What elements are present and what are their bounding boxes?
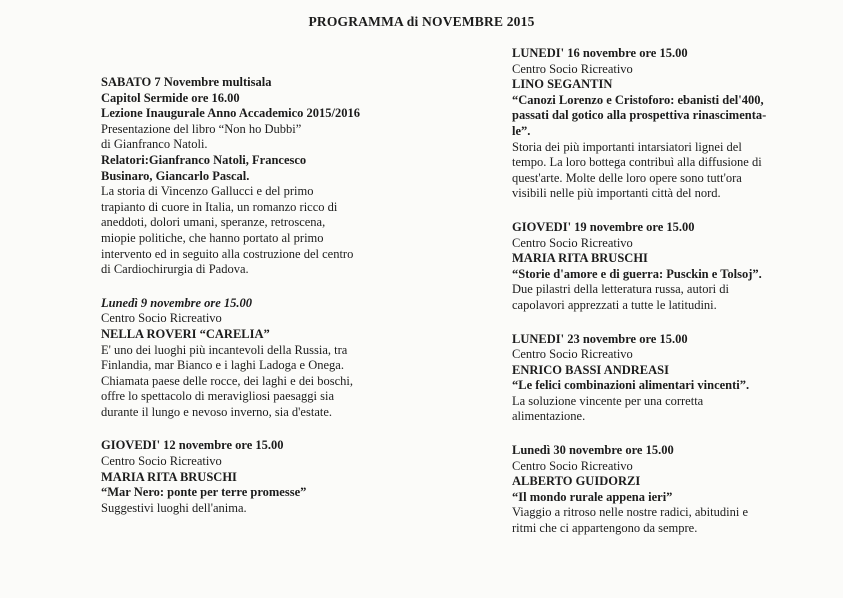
description-line: Chiamata paese delle rocce, dei laghi e dei boschi,: [101, 373, 353, 388]
description-line: La storia di Vincenzo Gallucci e del primo: [101, 184, 314, 199]
description-line: trapianto di cuore in Italia, un romanzo ricco di: [101, 199, 338, 214]
event-line: Centro Socio Ricreativo: [512, 458, 633, 473]
description-line: Finlandia, mar Bianco e i laghi Ladoga e Onega.: [101, 358, 344, 373]
event-block: [512, 332, 792, 426]
event-date: GIOVEDI' 12 novembre ore 15.00: [101, 438, 284, 453]
description-line: offre lo spettacolo di meravigliosi paesaggi sia: [101, 389, 335, 404]
event-date: LUNEDI' 16 novembre ore 15.00: [512, 46, 688, 60]
event-block: [101, 438, 371, 516]
event-date: LUNEDI' 23 novembre ore 15.00: [512, 331, 688, 346]
event-line: Relatori:Gianfranco Natoli, Francesco: [101, 152, 307, 167]
description-line: alimentazione.: [512, 409, 586, 424]
description-line: di Cardiochirurgia di Padova.: [101, 262, 249, 277]
event-line: MARIA RITA BRUSCHI: [101, 469, 237, 484]
event-line: le”.: [512, 123, 531, 138]
description-line: durante il lungo e nevoso inverno, sia d'estate.: [101, 404, 333, 419]
left-column: [101, 75, 371, 534]
event-line: ALBERTO GUIDORZI: [512, 474, 641, 489]
event-line: Capitol Sermide ore 16.00: [101, 90, 240, 105]
event-description: [512, 505, 792, 536]
description-line: Storia dei più importanti intarsiatori lignei del: [512, 139, 742, 154]
event-line: Centro Socio Ricreativo: [512, 61, 633, 76]
description-line: intervento ed in seguito alla costruzione del centro: [101, 246, 354, 261]
event-description: [101, 184, 371, 278]
event-date: Lunedì 30 novembre ore 15.00: [512, 443, 674, 458]
event-line: “Canozi Lorenzo e Cristoforo: ebanisti del'400,: [512, 92, 764, 107]
event-line: “Storie d'amore e di guerra: Pusckin e Tolsoj”.: [512, 266, 762, 281]
event-line: Centro Socio Ricreativo: [101, 454, 222, 469]
description-line: miopie politiche, che hanno portato al primo: [101, 230, 324, 245]
description-line: Viaggio a ritroso nelle nostre radici, abitudini e: [512, 505, 748, 520]
event-line: MARIA RITA BRUSCHI: [512, 251, 648, 266]
event-line: NELLA ROVERI “CARELIA”: [101, 326, 270, 341]
description-line: Due pilastri della letteratura russa, autori di: [512, 282, 729, 297]
event-line: “Mar Nero: ponte per terre promesse”: [101, 485, 307, 500]
event-description: [512, 394, 792, 425]
description-line: quest'arte. Molte delle loro opere sono tutt'ora: [512, 170, 742, 185]
event-block: [512, 46, 792, 202]
event-block: [101, 296, 371, 421]
description-line: La soluzione vincente per una corretta: [512, 393, 704, 408]
event-line: Presentazione del libro “Non ho Dubbi”: [101, 121, 302, 136]
event-date: Lunedì 9 novembre ore 15.00: [101, 295, 253, 310]
event-line: di Gianfranco Natoli.: [101, 137, 208, 152]
event-line: Centro Socio Ricreativo: [512, 347, 633, 362]
description-line: capolavori apprezzati a tutte le latitudini.: [512, 297, 717, 312]
event-block: [101, 75, 371, 278]
event-line: Centro Socio Ricreativo: [101, 311, 222, 326]
event-description: [101, 343, 371, 421]
description-line: visibili nelle più importanti città del nord.: [512, 186, 721, 201]
event-line: Centro Socio Ricreativo: [512, 235, 633, 250]
right-column: [512, 46, 792, 555]
event-description: [512, 282, 792, 313]
description-line: tempo. La loro bottega contribuì alla diffusione di: [512, 155, 762, 170]
description-line: ritmi che ci appartengono da sempre.: [512, 521, 698, 536]
event-description: [101, 501, 371, 517]
event-date: GIOVEDI' 19 novembre ore 15.00: [512, 219, 695, 234]
event-line: LINO SEGANTIN: [512, 77, 613, 92]
description-line: aneddoti, dolori umani, speranze, retroscena,: [101, 215, 326, 230]
event-line: ENRICO BASSI ANDREASI: [512, 362, 669, 377]
event-line: Businaro, Giancarlo Pascal.: [101, 168, 250, 183]
page-title: PROGRAMMA di NOVEMBRE 2015: [308, 14, 535, 29]
event-line: passati dal gotico alla prospettiva rinascimenta-: [512, 108, 767, 123]
event-date: SABATO 7 Novembre multisala: [101, 75, 272, 89]
event-description: [512, 140, 792, 202]
event-block: [512, 220, 792, 314]
event-line: “Le felici combinazioni alimentari vincenti”.: [512, 378, 750, 393]
event-line: “Il mondo rurale appena ieri”: [512, 489, 673, 504]
event-block: [512, 443, 792, 537]
event-line: Lezione Inaugurale Anno Accademico 2015/2016: [101, 106, 361, 121]
description-line: Suggestivi luoghi dell'anima.: [101, 500, 247, 515]
description-line: E' uno dei luoghi più incantevoli della Russia, tra: [101, 342, 348, 357]
